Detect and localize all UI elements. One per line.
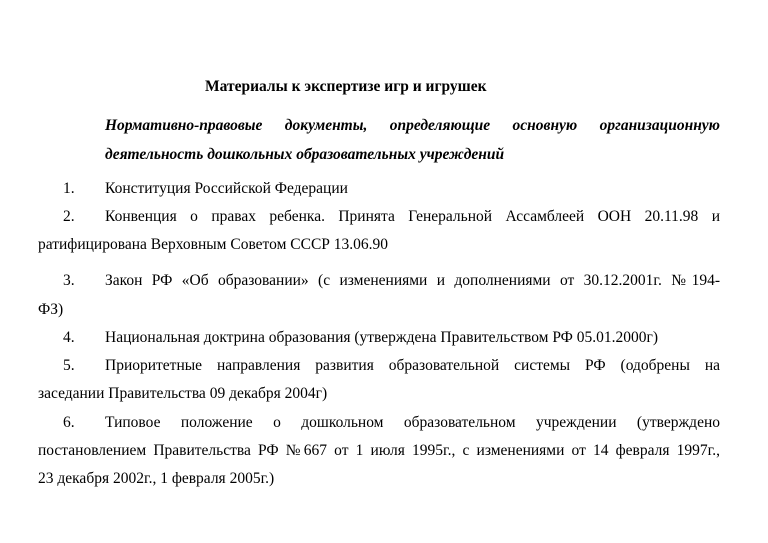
- item-6-text-line-1: Типовое положение о дошкольном образовательном учреждении (утверждено: [105, 414, 720, 431]
- item-5-text-line-2: заседании Правительства 09 декабря 2004г): [38, 385, 328, 402]
- item-1-number: 1.: [63, 180, 75, 197]
- item-2-text-line-1: Конвенция о правах ребенка. Принята Генеральной Ассамблеей ООН 20.11.98 и: [105, 208, 720, 225]
- item-6-number: 6.: [63, 414, 75, 431]
- item-3-text-line-1: Закон РФ «Об образовании» (с изменениями и дополнениями от 30.12.2001г. №194-: [105, 272, 720, 289]
- item-2-text-line-2: ратифицирована Верховным Советом СССР 13.06.90: [38, 236, 389, 253]
- subtitle-line-1: Нормативно-правовые документы, определяющие основную организационную: [105, 117, 720, 134]
- item-4-number: 4.: [63, 329, 75, 346]
- item-3-number: 3.: [63, 272, 75, 289]
- item-4-text: Национальная доктрина образования (утверждена Правительством РФ 05.01.2000г): [105, 329, 659, 346]
- item-2-number: 2.: [63, 208, 75, 225]
- item-5-number: 5.: [63, 357, 75, 374]
- item-6-text-line-2: постановлением Правительства РФ №667 от 1 июля 1995г., с изменениями от 14 февраля 1997г.,: [38, 442, 720, 459]
- item-6-text-line-3: 23 декабря 2002г., 1 февраля 2005г.): [38, 470, 275, 487]
- item-5-text-line-1: Приоритетные направления развития образовательной системы РФ (одобрены на: [105, 357, 720, 374]
- document-title: Материалы к экспертизе игр и игрушек: [205, 78, 487, 95]
- item-3-text-line-2: ФЗ): [38, 301, 64, 318]
- subtitle-line-2: деятельность дошкольных образовательных учреждений: [105, 146, 505, 163]
- item-1-text: Конституция Российской Федерации: [105, 180, 348, 197]
